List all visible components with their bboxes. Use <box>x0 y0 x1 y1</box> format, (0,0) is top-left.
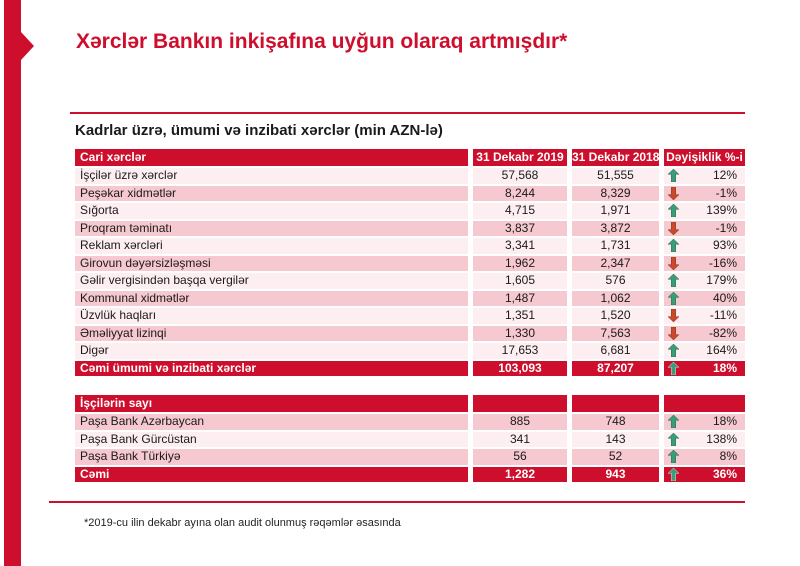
table-row <box>75 221 745 239</box>
change-percent: 18% <box>712 414 737 428</box>
up-arrow-icon <box>668 450 679 463</box>
headcount-header: İşçilərin sayı <box>75 395 468 414</box>
column-header-2019: 31 Dekabr 2019 <box>468 149 567 168</box>
row-label: Kommunal xidmətlər <box>75 291 468 309</box>
value-2018: 8,329 <box>567 186 659 204</box>
value-2018: 1,062 <box>567 291 659 309</box>
row-label: Digər <box>75 343 468 361</box>
table-header-row <box>75 149 745 168</box>
change-cell <box>659 186 745 204</box>
change-cell <box>659 238 745 256</box>
change-percent: 36% <box>712 466 737 481</box>
value-2018: 7,563 <box>567 326 659 344</box>
empty-header-cell <box>567 395 659 414</box>
change-percent: -11% <box>709 308 737 322</box>
change-cell <box>659 449 745 467</box>
change-percent: 164% <box>706 343 737 357</box>
change-cell <box>659 291 745 309</box>
change-cell <box>659 467 745 485</box>
table-row <box>75 449 745 467</box>
change-cell <box>659 414 745 432</box>
value-2019: 4,715 <box>468 203 567 221</box>
change-percent: 18% <box>712 360 737 375</box>
bottom-divider-line <box>49 501 745 503</box>
row-label: Cəmi ümumi və inzibati xərclər <box>75 361 468 379</box>
section-gap <box>75 378 745 395</box>
down-arrow-icon <box>668 222 679 235</box>
row-label: İşçilər üzrə xərclər <box>75 168 468 186</box>
value-2019: 56 <box>468 449 567 467</box>
up-arrow-icon <box>668 292 679 305</box>
table-header-row <box>75 395 745 414</box>
change-percent: 93% <box>712 238 737 252</box>
change-percent: 138% <box>706 431 737 446</box>
value-2019: 885 <box>468 414 567 432</box>
up-arrow-icon <box>668 344 679 357</box>
slide-title: Xərclər Bankın inkişafına uyğun olaraq artmışdır* <box>76 30 568 53</box>
value-2018: 1,731 <box>567 238 659 256</box>
change-cell <box>659 361 745 379</box>
up-arrow-icon <box>668 468 679 481</box>
table-row <box>75 238 745 256</box>
row-label: Paşa Bank Gürcüstan <box>75 432 468 450</box>
value-2019: 8,244 <box>468 186 567 204</box>
value-2018: 87,207 <box>567 361 659 379</box>
right-arrow-shape <box>21 32 34 60</box>
value-2019: 17,653 <box>468 343 567 361</box>
change-percent: -1% <box>715 185 737 200</box>
table-row <box>75 326 745 344</box>
table-row <box>75 168 745 186</box>
row-label: Üzvlük haqları <box>75 308 468 326</box>
empty-header-cell <box>468 395 567 414</box>
change-percent: -1% <box>715 220 737 235</box>
up-arrow-icon <box>668 274 679 287</box>
change-percent: -82% <box>708 325 737 340</box>
up-arrow-icon <box>668 362 679 375</box>
table-row <box>75 256 745 274</box>
down-arrow-icon <box>668 257 679 270</box>
change-percent: 40% <box>712 290 737 305</box>
change-percent: 8% <box>719 449 737 463</box>
down-arrow-icon <box>668 187 679 200</box>
value-2018: 943 <box>567 467 659 485</box>
change-percent: -16% <box>708 255 737 270</box>
row-label: Cəmi <box>75 467 468 485</box>
table-row <box>75 432 745 450</box>
change-cell <box>659 432 745 450</box>
table-row <box>75 414 745 432</box>
value-2018: 576 <box>567 273 659 291</box>
change-cell <box>659 308 745 326</box>
row-label: Gəlir vergisindən başqa vergilər <box>75 273 468 291</box>
table-row <box>75 273 745 291</box>
down-arrow-icon <box>668 309 679 322</box>
value-2018: 748 <box>567 414 659 432</box>
table-row <box>75 291 745 309</box>
value-2019: 3,837 <box>468 221 567 239</box>
table-row <box>75 308 745 326</box>
column-header-2018: 31 Dekabr 2018 <box>567 149 659 168</box>
headcount-table <box>75 395 745 484</box>
change-cell <box>659 221 745 239</box>
value-2019: 1,282 <box>468 467 567 485</box>
table-total-row <box>75 361 745 379</box>
value-2018: 1,520 <box>567 308 659 326</box>
value-2018: 143 <box>567 432 659 450</box>
column-header-category: Cari xərclər <box>75 149 468 168</box>
row-label: Paşa Bank Azərbaycan <box>75 414 468 432</box>
row-label: Girovun dəyərsizləşməsi <box>75 256 468 274</box>
up-arrow-icon <box>668 169 679 182</box>
empty-header-cell <box>659 395 745 414</box>
down-arrow-icon <box>668 327 679 340</box>
change-percent: 12% <box>712 168 737 182</box>
footnote-text: *2019-cu ilin dekabr ayına olan audit olunmuş rəqəmlər əsasında <box>84 517 401 529</box>
up-arrow-icon <box>668 204 679 217</box>
change-cell <box>659 343 745 361</box>
table-row <box>75 343 745 361</box>
change-cell <box>659 168 745 186</box>
row-label: Paşa Bank Türkiyə <box>75 449 468 467</box>
row-label: Sığorta <box>75 203 468 221</box>
value-2019: 1,605 <box>468 273 567 291</box>
value-2018: 1,971 <box>567 203 659 221</box>
value-2019: 341 <box>468 432 567 450</box>
value-2018: 2,347 <box>567 256 659 274</box>
row-label: Peşəkar xidmətlər <box>75 186 468 204</box>
value-2019: 57,568 <box>468 168 567 186</box>
slide-content <box>75 112 745 484</box>
change-cell <box>659 203 745 221</box>
up-arrow-icon <box>668 415 679 428</box>
change-percent: 179% <box>706 273 737 287</box>
value-2019: 3,341 <box>468 238 567 256</box>
change-cell <box>659 326 745 344</box>
change-cell <box>659 256 745 274</box>
table-total-row <box>75 467 745 485</box>
row-label: Əməliyyat lizinqi <box>75 326 468 344</box>
value-2018: 52 <box>567 449 659 467</box>
value-2018: 3,872 <box>567 221 659 239</box>
table-caption: Kadrlar üzrə, ümumi və inzibati xərclər (min AZN-lə) <box>75 122 443 139</box>
change-cell <box>659 273 745 291</box>
value-2018: 51,555 <box>567 168 659 186</box>
current-expenses-table <box>75 149 745 378</box>
top-divider-line <box>70 112 745 114</box>
row-label: Proqram təminatı <box>75 221 468 239</box>
left-accent-bar <box>4 0 21 566</box>
change-percent: 139% <box>706 203 737 217</box>
table-row <box>75 203 745 221</box>
table-row <box>75 186 745 204</box>
value-2019: 1,351 <box>468 308 567 326</box>
value-2019: 103,093 <box>468 361 567 379</box>
value-2018: 6,681 <box>567 343 659 361</box>
up-arrow-icon <box>668 433 679 446</box>
column-header-change: Dəyişiklik %-i <box>659 149 745 168</box>
value-2019: 1,487 <box>468 291 567 309</box>
value-2019: 1,330 <box>468 326 567 344</box>
up-arrow-icon <box>668 239 679 252</box>
row-label: Reklam xərcləri <box>75 238 468 256</box>
value-2019: 1,962 <box>468 256 567 274</box>
